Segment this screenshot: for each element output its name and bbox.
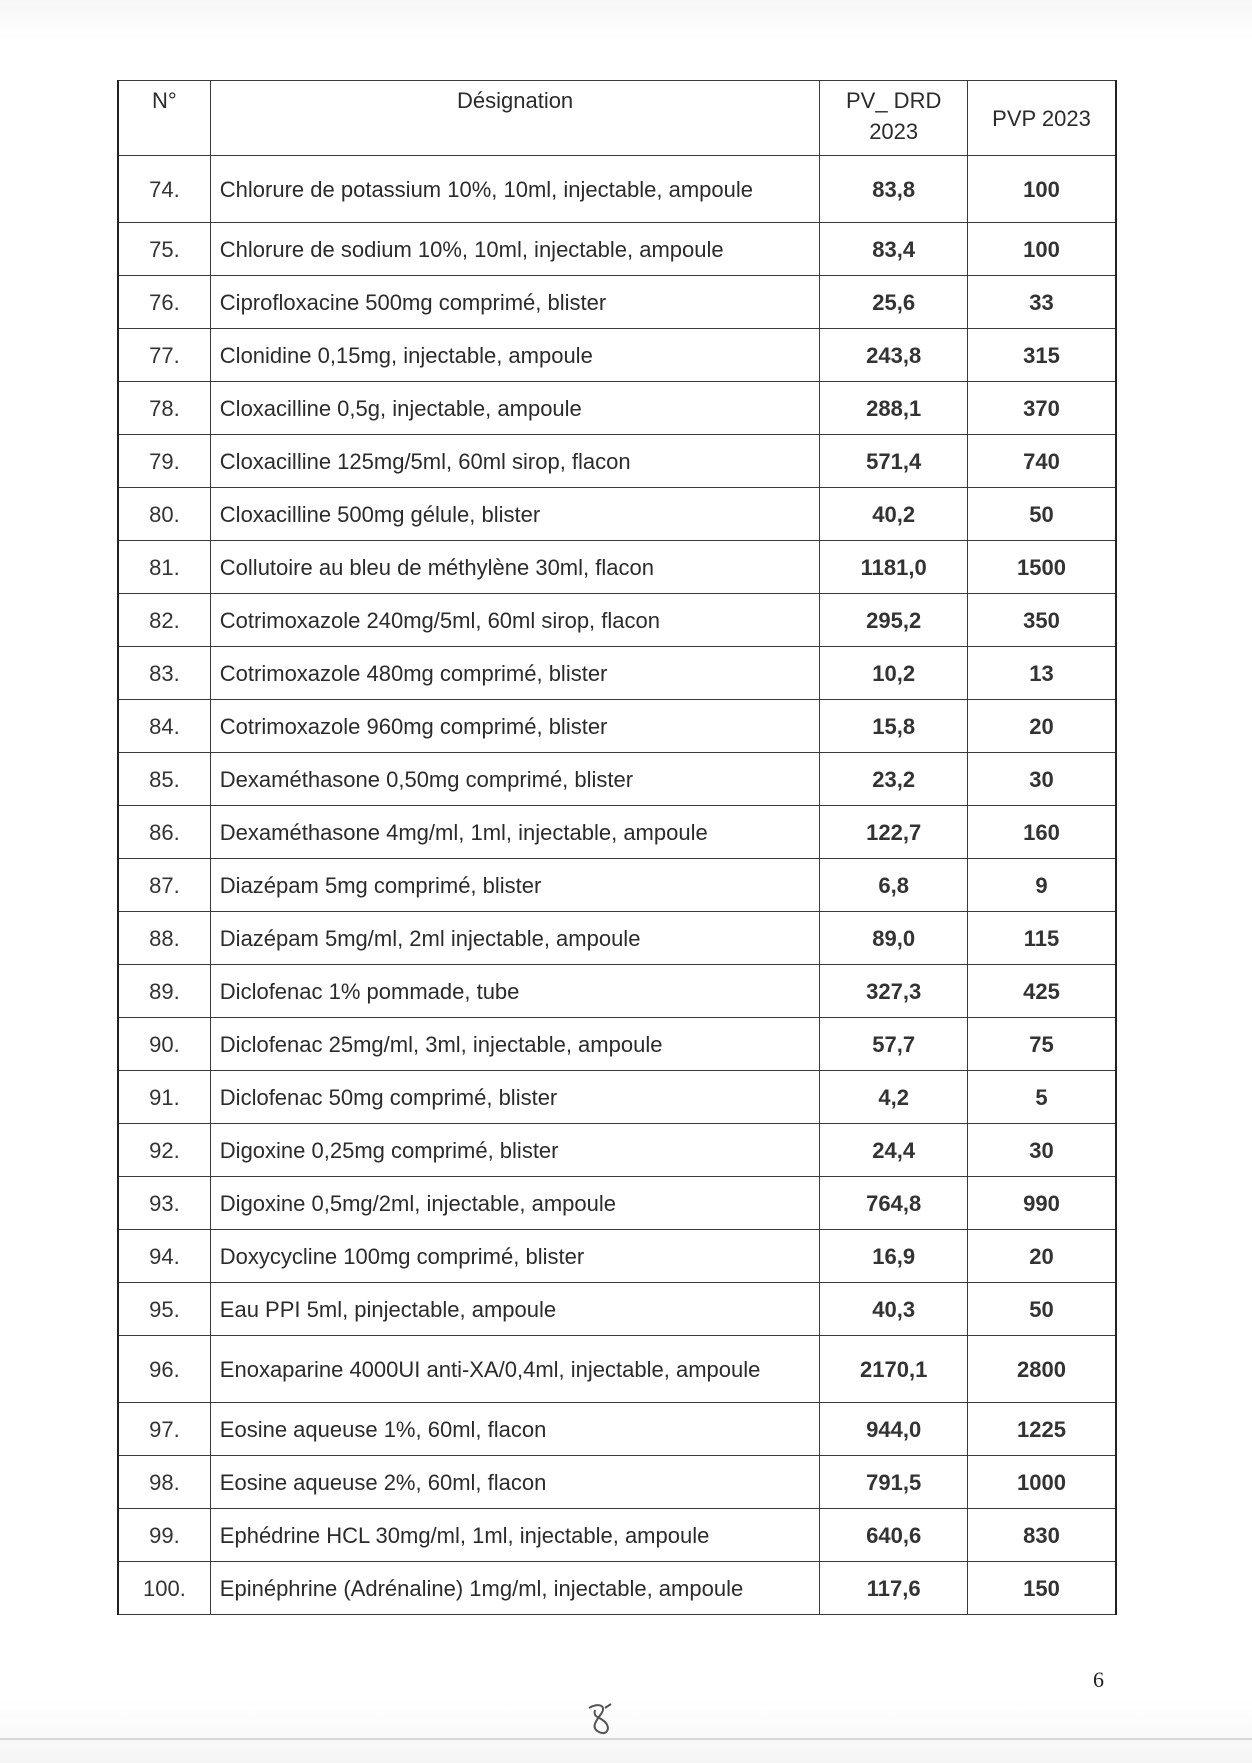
row-number: 80. <box>118 488 210 541</box>
row-pvp: 990 <box>967 1177 1116 1230</box>
row-designation: Diazépam 5mg/ml, 2ml injectable, ampoule <box>210 912 820 965</box>
row-pv-drd: 23,2 <box>820 753 968 806</box>
row-pvp: 160 <box>967 806 1116 859</box>
row-pvp: 50 <box>967 1283 1116 1336</box>
table-row <box>118 965 1116 1018</box>
table-row <box>118 223 1116 276</box>
row-pvp: 20 <box>967 1230 1116 1283</box>
row-pv-drd: 944,0 <box>820 1403 968 1456</box>
row-designation: Diclofenac 1% pommade, tube <box>210 965 820 1018</box>
row-designation: Dexaméthasone 0,50mg comprimé, blister <box>210 753 820 806</box>
table-row <box>118 329 1116 382</box>
row-designation: Eosine aqueuse 1%, 60ml, flacon <box>210 1403 820 1456</box>
row-designation: Cloxacilline 0,5g, injectable, ampoule <box>210 382 820 435</box>
row-pvp: 740 <box>967 435 1116 488</box>
row-number: 86. <box>118 806 210 859</box>
row-designation: Epinéphrine (Adrénaline) 1mg/ml, injectable, ampoule <box>210 1562 820 1615</box>
row-pv-drd: 24,4 <box>820 1124 968 1177</box>
row-designation: Chlorure de potassium 10%, 10ml, injectable, ampoule <box>210 156 820 223</box>
row-pvp: 370 <box>967 382 1116 435</box>
row-pv-drd: 89,0 <box>820 912 968 965</box>
row-pvp: 150 <box>967 1562 1116 1615</box>
row-pvp: 100 <box>967 156 1116 223</box>
row-designation: Dexaméthasone 4mg/ml, 1ml, injectable, ampoule <box>210 806 820 859</box>
row-pv-drd: 83,4 <box>820 223 968 276</box>
row-number: 83. <box>118 647 210 700</box>
row-pvp: 830 <box>967 1509 1116 1562</box>
row-number: 79. <box>118 435 210 488</box>
table-row <box>118 859 1116 912</box>
row-designation: Cotrimoxazole 960mg comprimé, blister <box>210 700 820 753</box>
row-pv-drd: 1181,0 <box>820 541 968 594</box>
row-number: 74. <box>118 156 210 223</box>
row-pv-drd: 10,2 <box>820 647 968 700</box>
row-designation: Cloxacilline 500mg gélule, blister <box>210 488 820 541</box>
table-row <box>118 1018 1116 1071</box>
row-pvp: 1500 <box>967 541 1116 594</box>
row-number: 75. <box>118 223 210 276</box>
row-designation: Collutoire au bleu de méthylène 30ml, flacon <box>210 541 820 594</box>
table-row <box>118 1177 1116 1230</box>
header-pv-drd-line1: PV_ DRD <box>845 88 942 113</box>
row-pv-drd: 640,6 <box>820 1509 968 1562</box>
row-designation: Diazépam 5mg comprimé, blister <box>210 859 820 912</box>
table-row <box>118 700 1116 753</box>
row-pvp: 1000 <box>967 1456 1116 1509</box>
signature-icon <box>581 1698 621 1738</box>
page-bottom-edge <box>0 1738 1252 1740</box>
table-row <box>118 912 1116 965</box>
row-number: 99. <box>118 1509 210 1562</box>
row-pv-drd: 57,7 <box>820 1018 968 1071</box>
table-row <box>118 488 1116 541</box>
row-designation: Clonidine 0,15mg, injectable, ampoule <box>210 329 820 382</box>
row-number: 94. <box>118 1230 210 1283</box>
row-number: 91. <box>118 1071 210 1124</box>
table-row <box>118 1336 1116 1403</box>
row-number: 87. <box>118 859 210 912</box>
header-pvp: PVP 2023 <box>967 81 1116 156</box>
table-row <box>118 156 1116 223</box>
table-row <box>118 647 1116 700</box>
row-pvp: 30 <box>967 1124 1116 1177</box>
row-designation: Enoxaparine 4000UI anti-XA/0,4ml, injectable, ampoule <box>210 1336 820 1403</box>
row-pvp: 30 <box>967 753 1116 806</box>
row-pv-drd: 791,5 <box>820 1456 968 1509</box>
row-designation: Doxycycline 100mg comprimé, blister <box>210 1230 820 1283</box>
row-pv-drd: 571,4 <box>820 435 968 488</box>
table-row <box>118 1562 1116 1615</box>
row-pv-drd: 288,1 <box>820 382 968 435</box>
row-pv-drd: 15,8 <box>820 700 968 753</box>
row-pvp: 115 <box>967 912 1116 965</box>
row-pv-drd: 16,9 <box>820 1230 968 1283</box>
table-row <box>118 1124 1116 1177</box>
table-header-row <box>118 81 1116 156</box>
row-number: 81. <box>118 541 210 594</box>
row-designation: Digoxine 0,5mg/2ml, injectable, ampoule <box>210 1177 820 1230</box>
row-number: 82. <box>118 594 210 647</box>
row-pv-drd: 25,6 <box>820 276 968 329</box>
row-pvp: 33 <box>967 276 1116 329</box>
row-number: 77. <box>118 329 210 382</box>
row-number: 98. <box>118 1456 210 1509</box>
row-pv-drd: 40,3 <box>820 1283 968 1336</box>
row-pvp: 20 <box>967 700 1116 753</box>
row-number: 84. <box>118 700 210 753</box>
row-number: 93. <box>118 1177 210 1230</box>
row-designation: Diclofenac 25mg/ml, 3ml, injectable, ampoule <box>210 1018 820 1071</box>
price-table <box>117 80 1117 1615</box>
row-number: 89. <box>118 965 210 1018</box>
row-designation: Ciprofloxacine 500mg comprimé, blister <box>210 276 820 329</box>
row-pvp: 5 <box>967 1071 1116 1124</box>
table-row <box>118 1071 1116 1124</box>
row-number: 96. <box>118 1336 210 1403</box>
row-designation: Chlorure de sodium 10%, 10ml, injectable, ampoule <box>210 223 820 276</box>
row-pvp: 9 <box>967 859 1116 912</box>
row-designation: Eau PPI 5ml, pinjectable, ampoule <box>210 1283 820 1336</box>
table-row <box>118 1456 1116 1509</box>
row-pv-drd: 764,8 <box>820 1177 968 1230</box>
page-number: 6 <box>1093 1667 1104 1692</box>
table-row <box>118 435 1116 488</box>
row-number: 88. <box>118 912 210 965</box>
header-num: N° <box>118 81 210 156</box>
row-number: 85. <box>118 753 210 806</box>
row-number: 95. <box>118 1283 210 1336</box>
row-pv-drd: 40,2 <box>820 488 968 541</box>
table-row <box>118 753 1116 806</box>
table-row <box>118 1403 1116 1456</box>
header-pv-drd-line2: 2023 <box>869 119 919 144</box>
row-pvp: 1225 <box>967 1403 1116 1456</box>
table-row <box>118 382 1116 435</box>
row-pv-drd: 83,8 <box>820 156 968 223</box>
row-pv-drd: 295,2 <box>820 594 968 647</box>
row-pv-drd: 243,8 <box>820 329 968 382</box>
row-designation: Digoxine 0,25mg comprimé, blister <box>210 1124 820 1177</box>
row-pvp: 315 <box>967 329 1116 382</box>
row-designation: Cloxacilline 125mg/5ml, 60ml sirop, flacon <box>210 435 820 488</box>
row-pv-drd: 4,2 <box>820 1071 968 1124</box>
table-row <box>118 806 1116 859</box>
table-row <box>118 594 1116 647</box>
row-designation: Ephédrine HCL 30mg/ml, 1ml, injectable, ampoule <box>210 1509 820 1562</box>
table-row <box>118 1230 1116 1283</box>
row-pv-drd: 327,3 <box>820 965 968 1018</box>
table-row <box>118 1509 1116 1562</box>
row-pvp: 75 <box>967 1018 1116 1071</box>
row-pv-drd: 122,7 <box>820 806 968 859</box>
row-pvp: 350 <box>967 594 1116 647</box>
table-row <box>118 541 1116 594</box>
row-pvp: 425 <box>967 965 1116 1018</box>
table-row <box>118 1283 1116 1336</box>
table-row <box>118 276 1116 329</box>
row-pvp: 2800 <box>967 1336 1116 1403</box>
table-body <box>118 156 1116 1615</box>
row-number: 92. <box>118 1124 210 1177</box>
row-designation: Cotrimoxazole 480mg comprimé, blister <box>210 647 820 700</box>
row-designation: Eosine aqueuse 2%, 60ml, flacon <box>210 1456 820 1509</box>
row-designation: Cotrimoxazole 240mg/5ml, 60ml sirop, flacon <box>210 594 820 647</box>
row-pv-drd: 117,6 <box>820 1562 968 1615</box>
header-designation: Désignation <box>210 81 820 156</box>
row-number: 90. <box>118 1018 210 1071</box>
row-pv-drd: 6,8 <box>820 859 968 912</box>
row-pvp: 13 <box>967 647 1116 700</box>
header-pv-drd <box>820 81 968 156</box>
row-number: 76. <box>118 276 210 329</box>
row-pv-drd: 2170,1 <box>820 1336 968 1403</box>
row-number: 100. <box>118 1562 210 1615</box>
row-pvp: 50 <box>967 488 1116 541</box>
row-pvp: 100 <box>967 223 1116 276</box>
row-designation: Diclofenac 50mg comprimé, blister <box>210 1071 820 1124</box>
row-number: 97. <box>118 1403 210 1456</box>
row-number: 78. <box>118 382 210 435</box>
